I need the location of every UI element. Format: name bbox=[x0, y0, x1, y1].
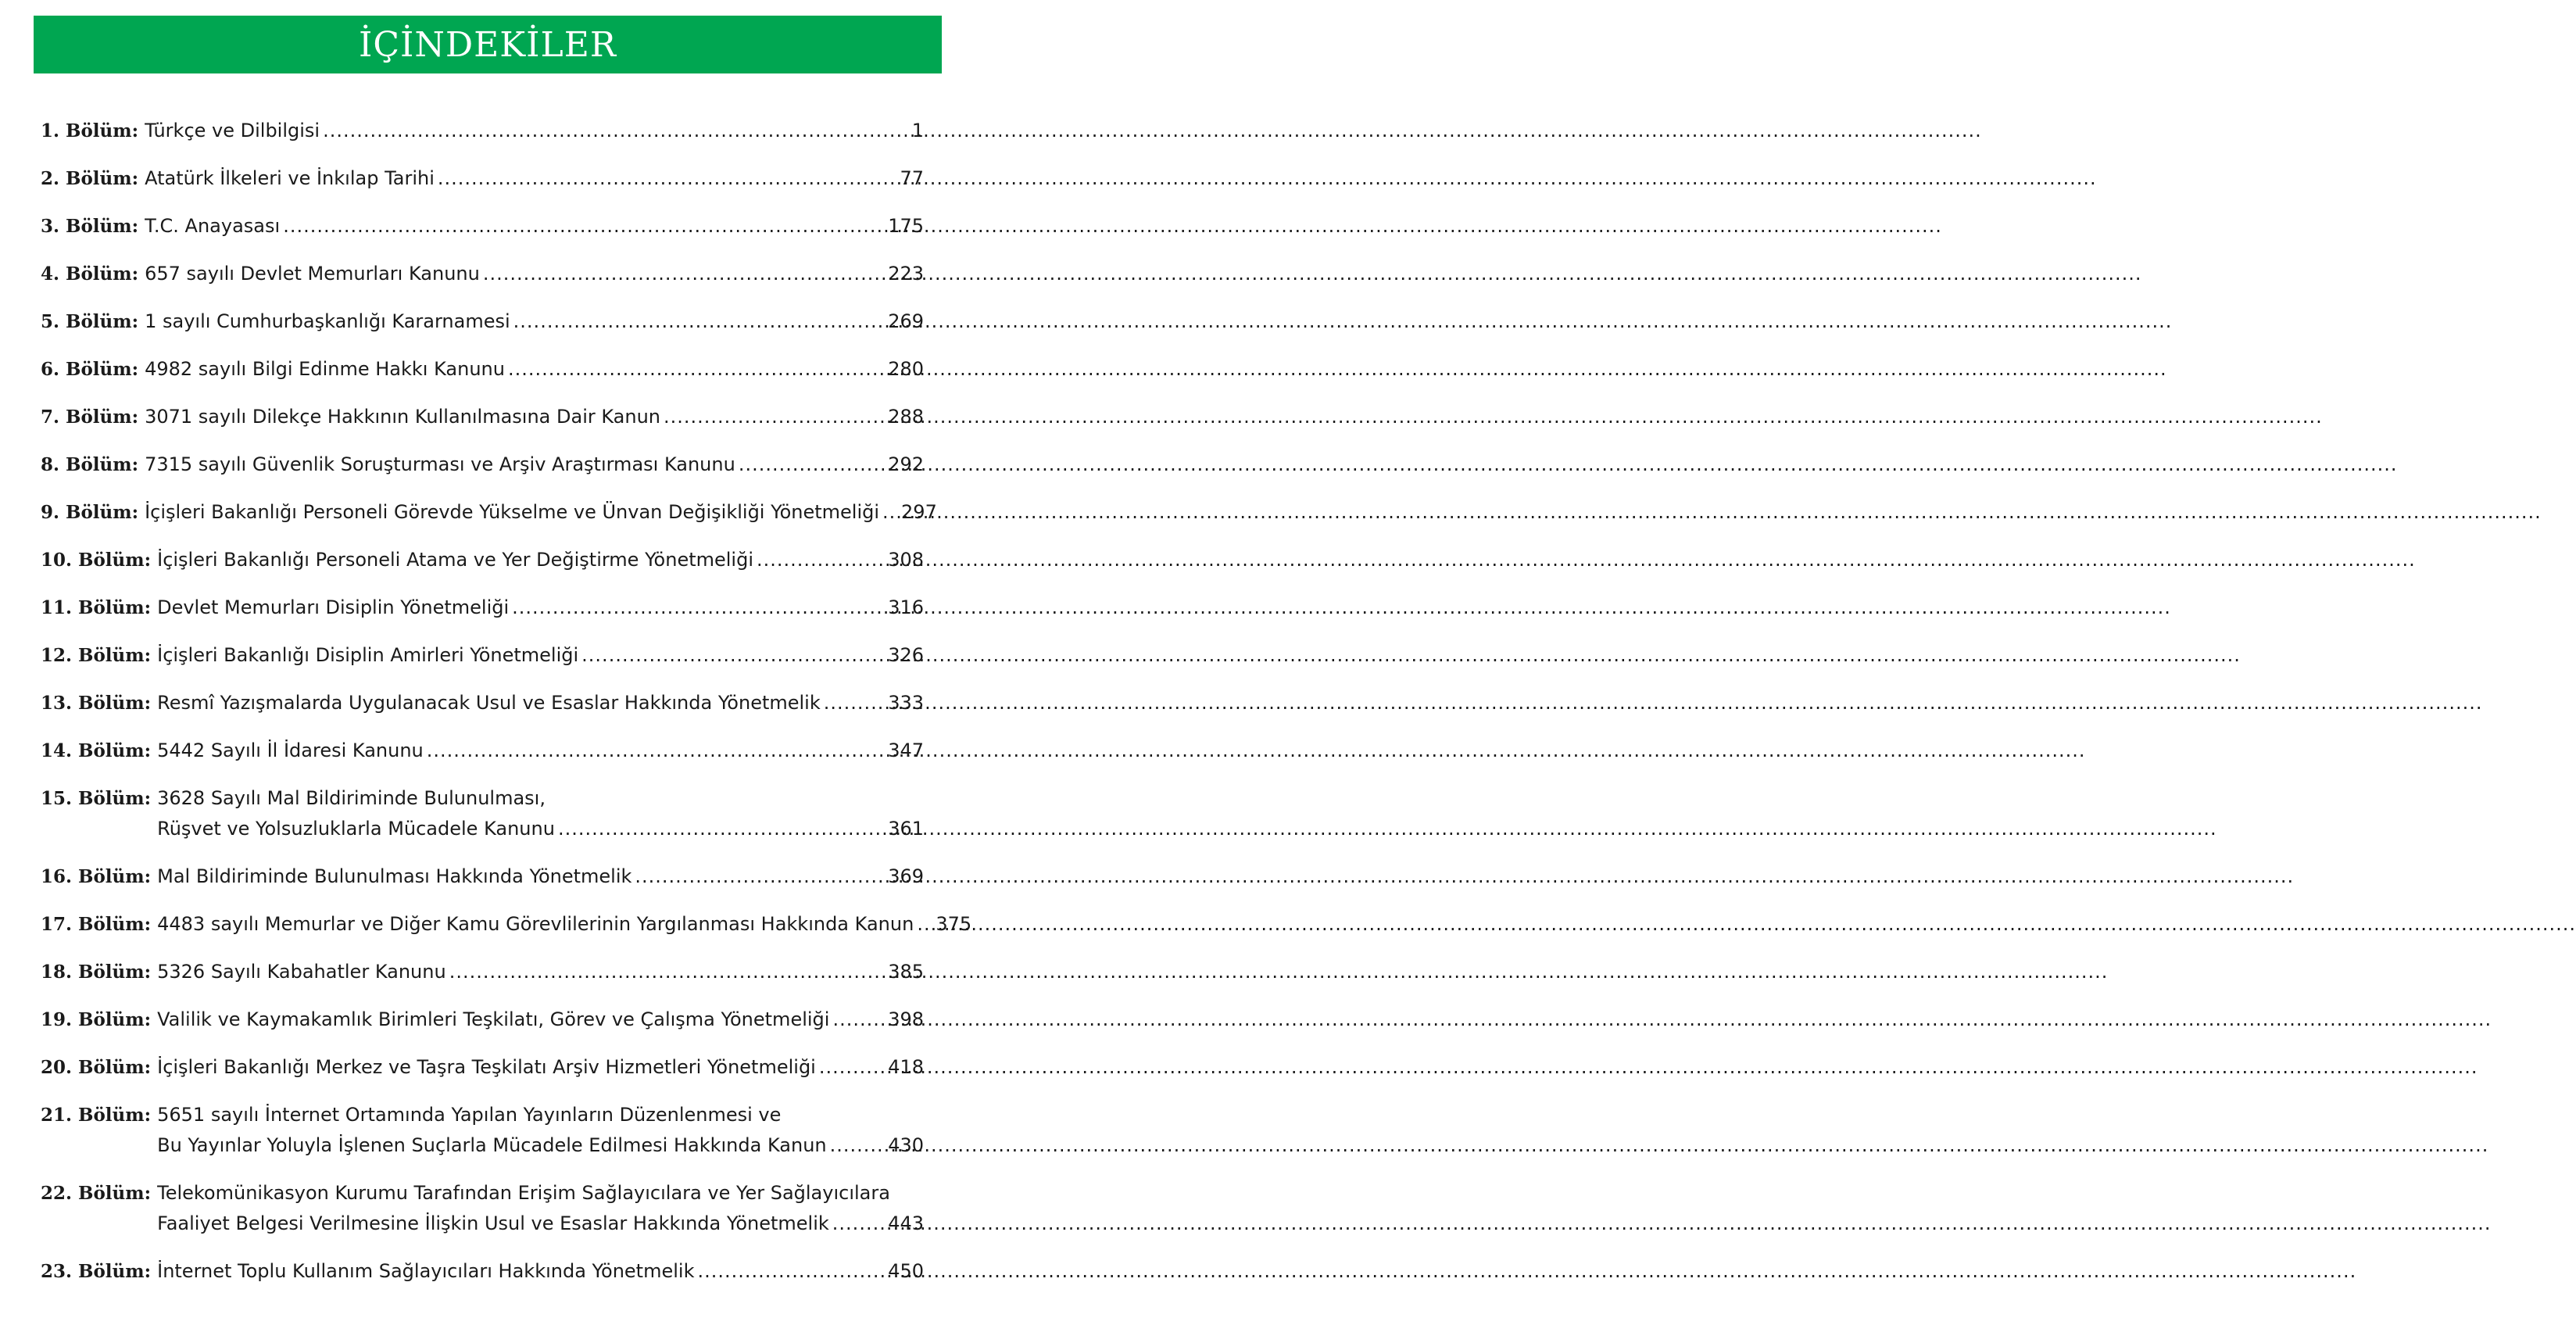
chapter-label: 8. Bölüm: bbox=[41, 454, 145, 475]
page-number: 369 bbox=[888, 865, 924, 887]
chapter-title: Faaliyet Belgesi Verilmesine İlişkin Usul ve Esaslar Hakkında Yönetmelik bbox=[157, 1212, 829, 1234]
chapter-title: Devlet Memurları Disiplin Yönetmeliği bbox=[157, 596, 510, 618]
chapter-title: İçişleri Bakanlığı Personeli Atama ve Yer Değiştirme Yönetmeliği bbox=[157, 549, 753, 571]
page-number: 375 bbox=[936, 913, 972, 935]
dot-leader bbox=[438, 163, 897, 194]
chapter-title: 3071 sayılı Dilekçe Hakkının Kullanılmasına Dair Kanun bbox=[145, 406, 661, 428]
toc-entry[interactable] bbox=[41, 497, 937, 528]
chapter-title: 4982 sayılı Bilgi Edinme Hakkı Kanunu bbox=[145, 358, 505, 380]
chapter-label: 15. Bölüm: bbox=[41, 788, 158, 809]
table-of-contents bbox=[41, 116, 972, 1304]
toc-header-banner bbox=[34, 16, 942, 73]
chapter-title: Valilik ve Kaymakamlık Birimleri Teşkilatı, Görev ve Çalışma Yönetmeliği bbox=[157, 1008, 830, 1030]
dot-leader bbox=[882, 497, 898, 528]
page-number: 418 bbox=[888, 1056, 924, 1078]
toc-entry[interactable] bbox=[41, 957, 924, 987]
chapter-title: Mal Bildiriminde Bulunulması Hakkında Yönetmelik bbox=[157, 865, 632, 887]
toc-entry[interactable] bbox=[41, 402, 924, 432]
toc-entry[interactable] bbox=[41, 1256, 924, 1287]
dot-leader bbox=[824, 688, 885, 718]
page-number: 443 bbox=[888, 1212, 924, 1234]
dot-leader bbox=[739, 449, 885, 480]
chapter-title: 5326 Sayılı Kabahatler Kanunu bbox=[157, 961, 446, 983]
toc-entry[interactable] bbox=[41, 640, 924, 671]
dot-leader bbox=[917, 909, 932, 940]
dot-leader bbox=[283, 211, 885, 242]
page-number: 361 bbox=[888, 818, 924, 840]
chapter-label: 7. Bölüm: bbox=[41, 406, 145, 428]
chapter-title: Rüşvet ve Yolsuzluklarla Mücadele Kanunu bbox=[157, 818, 555, 840]
chapter-label: 19. Bölüm: bbox=[41, 1009, 158, 1030]
toc-entry[interactable] bbox=[41, 306, 924, 337]
chapter-title: 5651 sayılı İnternet Ortamında Yapılan Yayınların Düzenlenmesi ve bbox=[157, 1104, 782, 1126]
dot-leader bbox=[757, 545, 885, 575]
chapter-label: 9. Bölüm: bbox=[41, 502, 145, 523]
toc-entry[interactable] bbox=[41, 354, 924, 385]
chapter-title: 3628 Sayılı Mal Bildiriminde Bulunulması, bbox=[157, 787, 546, 809]
page-number: 223 bbox=[888, 263, 924, 285]
chapter-title: İçişleri Bakanlığı Disiplin Amirleri Yönetmeliği bbox=[157, 644, 579, 666]
dot-leader bbox=[558, 814, 885, 844]
dot-leader bbox=[697, 1256, 885, 1287]
chapter-label: 20. Bölüm: bbox=[41, 1057, 158, 1078]
page-number: 292 bbox=[888, 453, 924, 475]
toc-entry[interactable] bbox=[41, 688, 924, 718]
toc-entry[interactable] bbox=[41, 593, 924, 623]
toc-entry[interactable] bbox=[41, 116, 924, 146]
toc-entry[interactable] bbox=[41, 861, 924, 892]
chapter-label: 12. Bölüm: bbox=[41, 645, 158, 666]
page-number: 269 bbox=[888, 310, 924, 332]
dot-leader bbox=[513, 306, 886, 337]
page-number: 398 bbox=[888, 1008, 924, 1030]
toc-entry[interactable] bbox=[41, 449, 924, 480]
chapter-label: 6. Bölüm: bbox=[41, 359, 145, 380]
chapter-title: 657 sayılı Devlet Memurları Kanunu bbox=[145, 263, 480, 285]
chapter-title: İnternet Toplu Kullanım Sağlayıcıları Hakkında Yönetmelik bbox=[157, 1260, 695, 1282]
toc-entry[interactable] bbox=[41, 736, 924, 766]
chapter-title: T.C. Anayasası bbox=[145, 215, 281, 237]
page-number: 385 bbox=[888, 961, 924, 983]
page-number: 308 bbox=[888, 549, 924, 571]
chapter-label: 11. Bölüm: bbox=[41, 597, 158, 618]
chapter-label: 17. Bölüm: bbox=[41, 914, 158, 935]
toc-entry[interactable] bbox=[41, 211, 924, 242]
chapter-title: Resmî Yazışmalarda Uygulanacak Usul ve Esaslar Hakkında Yönetmelik bbox=[157, 692, 821, 714]
chapter-title: 5442 Sayılı İl İdaresi Kanunu bbox=[157, 740, 424, 761]
chapter-label: 5. Bölüm: bbox=[41, 311, 145, 332]
page-number: 280 bbox=[888, 358, 924, 380]
dot-leader bbox=[664, 402, 885, 432]
dot-leader bbox=[832, 1005, 885, 1035]
toc-entry[interactable] bbox=[41, 909, 972, 940]
page-number: 326 bbox=[888, 644, 924, 666]
toc-entry[interactable] bbox=[41, 163, 924, 194]
chapter-title: İçişleri Bakanlığı Merkez ve Taşra Teşkilatı Arşiv Hizmetleri Yönetmeliği bbox=[157, 1056, 816, 1078]
dot-leader bbox=[832, 1209, 885, 1239]
dot-leader bbox=[581, 640, 885, 671]
chapter-label: 22. Bölüm: bbox=[41, 1183, 158, 1204]
toc-entry[interactable] bbox=[41, 1178, 924, 1239]
chapter-title: 4483 sayılı Memurlar ve Diğer Kamu Görevlilerinin Yargılanması Hakkında Kanun bbox=[157, 913, 914, 935]
chapter-label: 13. Bölüm: bbox=[41, 693, 158, 714]
dot-leader bbox=[449, 957, 886, 987]
chapter-label: 10. Bölüm: bbox=[41, 550, 158, 571]
chapter-title: Bu Yayınlar Yoluyla İşlenen Suçlarla Mücadele Edilmesi Hakkında Kanun bbox=[157, 1134, 827, 1156]
page-number: 77 bbox=[900, 167, 924, 189]
page-number: 1 bbox=[911, 120, 924, 141]
dot-leader bbox=[635, 861, 885, 892]
chapter-label: 4. Bölüm: bbox=[41, 263, 145, 285]
dot-leader bbox=[512, 593, 885, 623]
toc-entry[interactable] bbox=[41, 783, 924, 844]
dot-leader bbox=[483, 259, 885, 289]
chapter-label: 1. Bölüm: bbox=[41, 120, 145, 141]
chapter-title: İçişleri Bakanlığı Personeli Görevde Yükselme ve Ünvan Değişikliği Yönetmeliği bbox=[145, 501, 880, 523]
toc-entry[interactable] bbox=[41, 1005, 924, 1035]
chapter-label: 14. Bölüm: bbox=[41, 740, 158, 761]
toc-entry[interactable] bbox=[41, 1052, 924, 1083]
page-number: 450 bbox=[888, 1260, 924, 1282]
dot-leader bbox=[830, 1130, 886, 1161]
chapter-label: 16. Bölüm: bbox=[41, 866, 158, 887]
toc-entry[interactable] bbox=[41, 545, 924, 575]
dot-leader bbox=[323, 116, 909, 146]
page-number: 175 bbox=[888, 215, 924, 237]
chapter-title: Atatürk İlkeleri ve İnkılap Tarihi bbox=[145, 167, 435, 189]
chapter-title: Telekomünikasyon Kurumu Tarafından Erişim Sağlayıcılara ve Yer Sağlayıcılara bbox=[157, 1182, 890, 1204]
dot-leader bbox=[819, 1052, 885, 1083]
page-number: 297 bbox=[901, 501, 937, 523]
page-number: 430 bbox=[888, 1134, 924, 1156]
dot-leader bbox=[427, 736, 885, 766]
chapter-label: 2. Bölüm: bbox=[41, 168, 145, 189]
dot-leader bbox=[508, 354, 885, 385]
chapter-title: 1 sayılı Cumhurbaşkanlığı Kararnamesi bbox=[145, 310, 510, 332]
chapter-label: 23. Bölüm: bbox=[41, 1261, 158, 1282]
page-number: 316 bbox=[888, 596, 924, 618]
chapter-label: 18. Bölüm: bbox=[41, 962, 158, 983]
page-number: 347 bbox=[888, 740, 924, 761]
chapter-title: 7315 sayılı Güvenlik Soruşturması ve Arşiv Araştırması Kanunu bbox=[145, 453, 735, 475]
chapter-title: Türkçe ve Dilbilgisi bbox=[145, 120, 320, 141]
page-number: 333 bbox=[888, 692, 924, 714]
page-title: İÇİNDEKİLER bbox=[358, 24, 617, 65]
chapter-label: 21. Bölüm: bbox=[41, 1105, 158, 1126]
toc-entry[interactable] bbox=[41, 1100, 924, 1161]
page-number: 288 bbox=[888, 406, 924, 428]
toc-entry[interactable] bbox=[41, 259, 924, 289]
chapter-label: 3. Bölüm: bbox=[41, 216, 145, 237]
